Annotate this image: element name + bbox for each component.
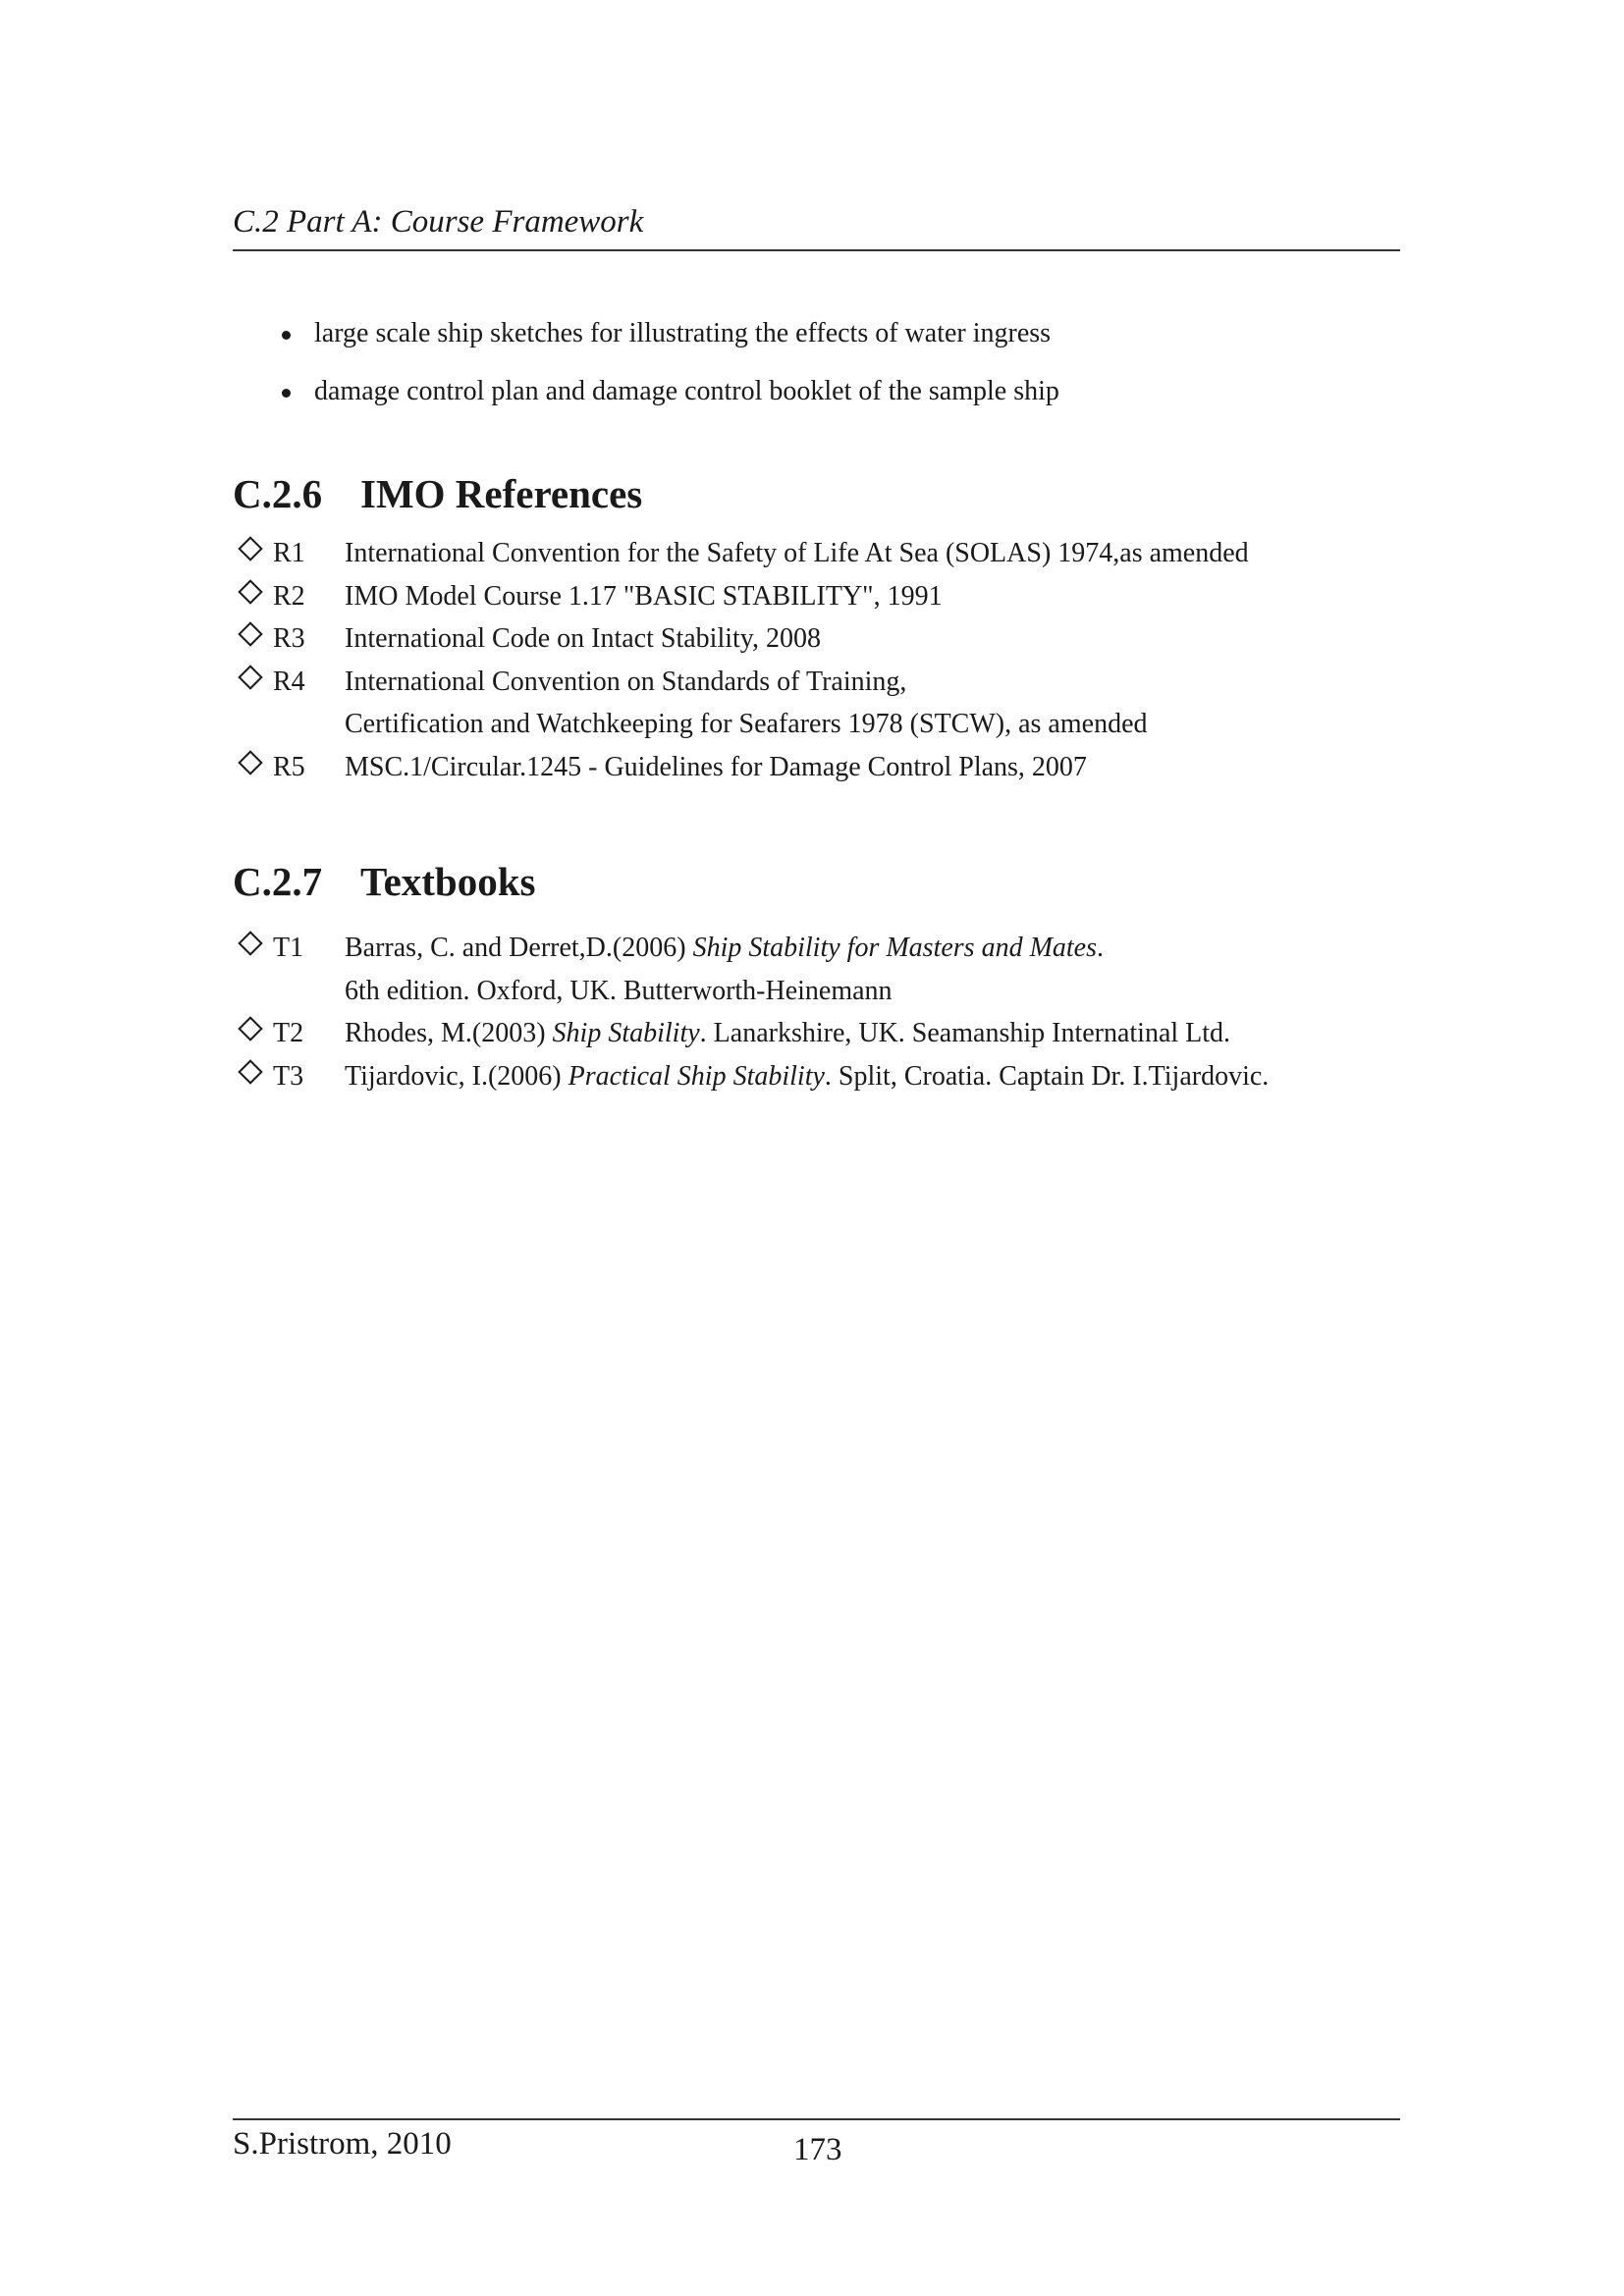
reference-text [345,532,1249,575]
reference-line [345,1055,1269,1098]
reference-entry [233,617,1249,661]
reference-marker [233,927,341,970]
citation-author: Rhodes, M.(2003) [345,1018,553,1048]
reference-marker [233,746,341,789]
citation-publisher: . [1097,933,1104,963]
section-number: C.2.6 [233,471,323,516]
bullet-dot-icon [282,331,291,340]
section-title: Textbooks [360,859,536,904]
reference-entry [233,532,1249,575]
reference-line [345,927,1269,970]
reference-marker [233,575,341,618]
reference-marker [233,532,341,575]
section-title: IMO References [360,471,643,516]
bullet-text: damage control plan and damage control booklet of the sample ship [314,376,1059,406]
reference-entry [233,575,1249,618]
diamond-icon [238,750,262,774]
book-title: Practical Ship Stability [568,1060,825,1092]
book-title: Ship Stability [552,1018,700,1048]
citation-publisher: . Split, Croatia. Captain Dr. I.Tijardovic. [824,1060,1270,1092]
reference-entry [233,927,1269,1012]
reference-marker [233,661,341,704]
diamond-icon [238,621,262,646]
section-heading-textbooks [233,857,536,906]
section-number: C.2.7 [233,859,323,904]
reference-id: R1 [273,538,305,568]
imo-reference-list [233,532,1249,788]
reference-id: R5 [273,751,305,782]
reference-id: T2 [273,1018,304,1048]
reference-text [345,575,1249,618]
bullet-item [282,314,1059,353]
reference-line: Certification and Watchkeeping for Seafarers 1978 (STCW), as amended [345,709,1148,739]
textbook-list [233,927,1269,1097]
reference-text [345,617,1249,661]
reference-id: R2 [273,580,305,612]
reference-id: R4 [273,666,305,697]
reference-id: T1 [273,933,304,963]
reference-line: International Convention on Standards of Training, [345,666,907,697]
reference-line: 6th edition. Oxford, UK. Butterworth-Heinemann [345,975,893,1006]
footer-rule [233,2118,1400,2120]
reference-line: International Convention for the Safety of Life At Sea (SOLAS) 1974,as amended [345,538,1249,568]
bullet-text: large scale ship sketches for illustrating the effects of water ingress [314,318,1052,348]
diamond-icon [238,665,262,689]
reference-text [345,1012,1269,1055]
equipment-bullet-list [282,314,1059,430]
reference-marker [233,1012,341,1055]
footer-author: S.Pristrom, 2010 [233,2126,452,2162]
diamond-icon [238,1016,262,1041]
reference-entry [233,661,1249,746]
diamond-icon [238,536,262,561]
bullet-item [282,372,1059,411]
bullet-dot-icon [282,389,291,398]
reference-line: MSC.1/Circular.1245 - Guidelines for Damage Control Plans, 2007 [345,751,1087,782]
reference-text [345,927,1269,1012]
reference-entry [233,1055,1269,1098]
reference-line [345,1012,1269,1055]
header-rule [233,249,1400,251]
reference-text [345,746,1249,789]
reference-id: T3 [273,1060,304,1092]
diamond-icon [238,931,262,955]
citation-publisher: . Lanarkshire, UK. Seamanship Internatinal Ltd. [699,1018,1231,1048]
book-title: Ship Stability for Masters and Mates [692,933,1097,963]
reference-text [345,1055,1269,1098]
reference-line: IMO Model Course 1.17 "BASIC STABILITY", 1991 [345,580,943,612]
reference-marker [233,1055,341,1098]
section-heading-imo-references [233,469,642,518]
reference-entry [233,746,1249,789]
reference-text [345,661,1249,746]
running-header: C.2 Part A: Course Framework [233,204,644,240]
reference-marker [233,617,341,661]
page-number: 173 [793,2132,842,2167]
reference-entry [233,1012,1269,1055]
diamond-icon [238,1059,262,1084]
citation-author: Barras, C. and Derret,D.(2006) [345,933,693,963]
diamond-icon [238,579,262,604]
citation-author: Tijardovic, I.(2006) [345,1060,568,1092]
reference-line: International Code on Intact Stability, 2008 [345,623,821,654]
reference-id: R3 [273,623,305,654]
